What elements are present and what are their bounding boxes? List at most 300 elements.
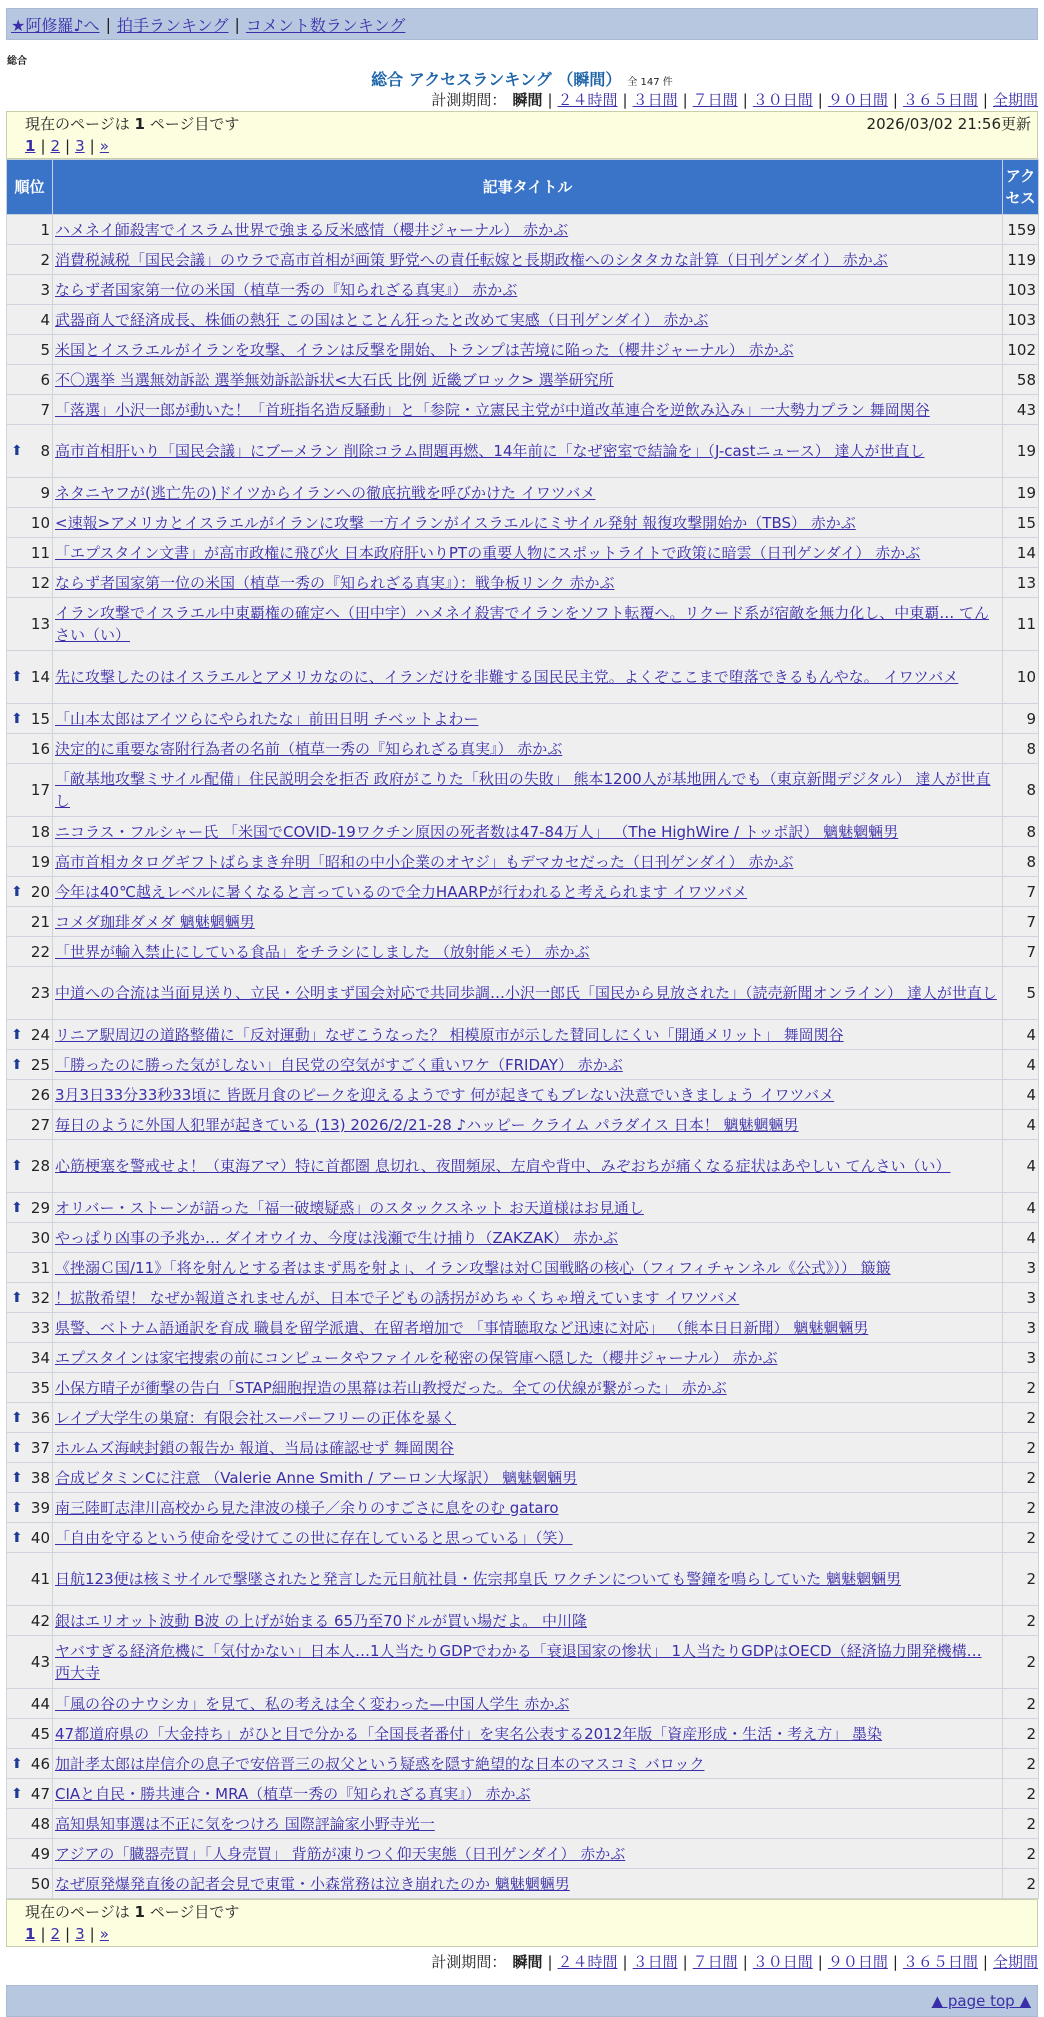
rank-number: 17 — [30, 781, 50, 799]
period-link[interactable]: 全期間 — [992, 1953, 1038, 1971]
table-row — [7, 764, 1039, 817]
article-link[interactable]: ヤバすぎる経済危機に「気付かない」日本人…1人当たりGDPでわかる「衰退国家の惨状」 1人当たりGDPはOECD（経済協力開発機構… 西大寺 — [55, 1642, 982, 1682]
access-count: 8 — [1003, 847, 1039, 877]
article-link[interactable]: 日航123便は核ミサイルで撃墜されたと発言した元日航社員・佐宗邦皇氏 ワクチンについても警鐘を鳴らしていた 魑魅魍魎男 — [55, 1570, 902, 1588]
rank-number: 37 — [30, 1438, 50, 1457]
rank-cell — [7, 847, 53, 877]
title-cell — [53, 1373, 1003, 1403]
pager-separator: | — [65, 137, 71, 155]
period-link[interactable]: ３０日間 — [752, 91, 813, 109]
rank-number: 10 — [30, 513, 50, 532]
article-link[interactable]: 心筋梗塞を警戒せよ！（東海アマ）特に首都圏 息切れ、夜間頻尿、左肩や背中、みぞおちが痛くなる症状はあやしい てんさい（い） — [55, 1157, 951, 1175]
pager-current-page: 1 — [134, 1903, 145, 1921]
rank-number: 43 — [30, 1653, 50, 1671]
title-cell — [53, 1493, 1003, 1523]
table-row — [7, 305, 1039, 335]
article-link[interactable]: 「世界が輸入禁止にしている食品」をチラシにしました （放射能メモ） 赤かぶ — [55, 942, 590, 961]
up-arrow-icon: ⬆ — [11, 1529, 23, 1546]
article-link[interactable]: 3月3日33分33秒33頃に 皆既月食のピークを迎えるようです 何が起きてもブレない決意でいきましょう イワツバメ — [55, 1085, 835, 1104]
up-arrow-icon: ⬆ — [11, 1026, 23, 1043]
rank-cell — [7, 734, 53, 764]
rank-cell — [7, 1080, 53, 1110]
rank-cell — [7, 1283, 53, 1313]
access-count: 3 — [1003, 1283, 1039, 1313]
access-count: 119 — [1003, 245, 1039, 275]
table-row — [7, 1140, 1039, 1193]
rank-cell — [7, 1493, 53, 1523]
table-row — [7, 1809, 1039, 1839]
article-link[interactable]: やっぱり凶事の予兆か… ダイオウイカ、今度は浅瀬で生け捕り（ZAKZAK） 赤かぶ — [55, 1228, 619, 1247]
access-count: 2 — [1003, 1433, 1039, 1463]
table-row — [7, 1719, 1039, 1749]
table-row — [7, 1869, 1039, 1899]
table-row — [7, 817, 1039, 847]
access-count: 8 — [1003, 764, 1039, 817]
page-title-row — [6, 67, 1038, 89]
rank-number: 3 — [40, 280, 50, 299]
rank-number: 49 — [30, 1844, 50, 1863]
rank-number: 38 — [30, 1468, 50, 1487]
table-row — [7, 907, 1039, 937]
period-separator: | — [817, 91, 823, 109]
article-link[interactable]: ニコラス・フルシャー氏 「米国でCOVID-19ワクチン原因の死者数は47-84万人」 （The HighWire / トッポ訳） 魑魅魍魎男 — [55, 822, 899, 841]
period-separator: | — [817, 1953, 823, 1971]
pager-suffix: ページ目です — [149, 1903, 240, 1921]
period-link[interactable]: ３日間 — [632, 1953, 678, 1971]
table-row — [7, 1020, 1039, 1050]
pager-separator: | — [40, 1925, 46, 1943]
article-link[interactable]: コメダ珈琲ダメダ 魑魅魍魎男 — [55, 912, 255, 931]
nav-link-asyura[interactable]: ★阿修羅♪へ — [11, 15, 100, 35]
table-row — [7, 538, 1039, 568]
rank-cell — [7, 1839, 53, 1869]
rank-cell — [7, 508, 53, 538]
period-link[interactable]: ３日間 — [632, 91, 678, 109]
table-row — [7, 1636, 1039, 1689]
article-link[interactable]: ホルムズ海峡封鎖の報告か 報道、当局は確認せず 舞岡関谷 — [55, 1438, 454, 1457]
article-link[interactable]: 中道への合流は当面見送り、立民・公明まず国会対応で共同歩調…小沢一郎氏「国民から見放された」（読売新聞オンライン） 達人が世直し — [55, 984, 997, 1002]
nav-link-comment-ranking[interactable]: コメント数ランキング — [245, 15, 406, 35]
rank-cell — [7, 598, 53, 651]
table-row — [7, 245, 1039, 275]
title-cell — [53, 245, 1003, 275]
table-row — [7, 651, 1039, 704]
article-link[interactable]: 米国とイスラエルがイランを攻撃、イランは反撃を開始、トランプは苦境に陥った（櫻井ジャーナル） 赤かぶ — [55, 340, 794, 359]
title-cell — [53, 877, 1003, 907]
rank-number: 20 — [30, 882, 50, 901]
article-link[interactable]: 高知県知事選は不正に気をつけろ 国際評論家小野寺光一 — [55, 1814, 435, 1833]
rank-cell — [7, 1689, 53, 1719]
access-count: 58 — [1003, 365, 1039, 395]
rank-cell — [7, 1193, 53, 1223]
access-count: 2 — [1003, 1689, 1039, 1719]
title-cell — [53, 1869, 1003, 1899]
pager-status-line — [25, 1901, 1031, 1923]
access-count: 13 — [1003, 568, 1039, 598]
title-cell — [53, 508, 1003, 538]
article-link[interactable]: 不〇選挙 当選無効訴訟 選挙無効訴訟訴状<大石氏 比例 近畿ブロック> 選挙研究所 — [55, 370, 614, 389]
rank-cell — [7, 215, 53, 245]
up-arrow-icon: ⬆ — [11, 1439, 23, 1456]
access-count: 10 — [1003, 651, 1039, 704]
table-row — [7, 937, 1039, 967]
pager-separator: | — [89, 137, 95, 155]
access-count: 2 — [1003, 1403, 1039, 1433]
page-top-link[interactable]: ▲ page top ▲ — [931, 1992, 1031, 2010]
article-link[interactable]: 高市首相肝いり「国民会議」にブーメラン 削除コラム問題再燃、14年前に「なぜ密室で結論を」（J-castニュース） 達人が世直し — [55, 442, 925, 460]
period-separator: | — [622, 91, 628, 109]
table-row — [7, 275, 1039, 305]
column-header-rank: 順位 — [7, 160, 53, 215]
access-count: 2 — [1003, 1719, 1039, 1749]
article-link[interactable]: 合成ビタミンCに注意 （Valerie Anne Smith / アーロン大塚訳） 魑魅魍魎男 — [55, 1468, 578, 1487]
period-link[interactable]: ７日間 — [692, 1953, 738, 1971]
period-separator: | — [742, 1953, 748, 1971]
article-link[interactable]: 「自由を守るという使命を受けてこの世に存在していると思っている」（笑） — [55, 1528, 573, 1547]
article-link[interactable]: <速報>アメリカとイスラエルがイランに攻撃 一方イランがイスラエルにミサイル発射 報復攻撃開始か（TBS） 赤かぶ — [55, 513, 856, 532]
rank-cell — [7, 937, 53, 967]
article-link[interactable]: 南三陸町志津川高校から見た津波の様子／余りのすごさに息をのむ gataro — [55, 1498, 559, 1517]
period-link[interactable]: ９０日間 — [827, 91, 888, 109]
up-arrow-icon: ⬆ — [11, 1469, 23, 1486]
article-link[interactable]: イラン攻撃でイスラエル中東覇権の確定へ（田中宇）ハメネイ殺害でイランをソフト転覆へ。リクード系が宿敵を無力化し、中東覇… てんさい（い） — [55, 604, 990, 644]
title-cell — [53, 1193, 1003, 1223]
table-row — [7, 1606, 1039, 1636]
rank-number: 9 — [40, 483, 50, 502]
rank-number: 25 — [30, 1055, 50, 1074]
period-link[interactable]: ７日間 — [692, 91, 738, 109]
table-row — [7, 704, 1039, 734]
period-link[interactable]: ２４時間 — [557, 1953, 618, 1971]
rank-number: 7 — [40, 400, 50, 419]
article-link[interactable]: エプスタインは家宅捜索の前にコンピュータやファイルを秘密の保管庫へ隠した（櫻井ジャーナル） 赤かぶ — [55, 1348, 778, 1367]
period-link[interactable]: 全期間 — [992, 91, 1038, 109]
access-count: 8 — [1003, 817, 1039, 847]
up-arrow-icon: ⬆ — [11, 1785, 23, 1802]
pager-page-link[interactable]: 3 — [75, 1925, 85, 1943]
title-cell — [53, 764, 1003, 817]
access-count: 2 — [1003, 1839, 1039, 1869]
up-arrow-icon: ⬆ — [11, 710, 23, 727]
table-row — [7, 1463, 1039, 1493]
rank-cell — [7, 1809, 53, 1839]
period-separator: | — [892, 91, 898, 109]
period-link[interactable]: ３０日間 — [752, 1953, 813, 1971]
article-link[interactable]: 47都道府県の「大金持ち」がひと目で分かる「全国長者番付」を実名公表する2012年版「資産形成・生活・考え方」 墨染 — [55, 1724, 883, 1743]
rank-cell — [7, 967, 53, 1020]
up-arrow-icon: ⬆ — [11, 1499, 23, 1516]
pager-box — [6, 111, 1038, 159]
article-link[interactable]: ハメネイ師殺害でイスラム世界で強まる反米感情（櫻井ジャーナル） 赤かぶ — [55, 220, 569, 239]
table-row — [7, 1253, 1039, 1283]
rank-number: 4 — [40, 310, 50, 329]
rank-cell — [7, 1140, 53, 1193]
article-link[interactable]: 先に攻撃したのはイスラエルとアメリカなのに、イランだけを非難する国民民主党。よくぞここまで堕落できるもんやな。 イワツバメ — [55, 668, 959, 686]
rank-cell — [7, 704, 53, 734]
table-row — [7, 734, 1039, 764]
pager-page-link[interactable]: 1 — [25, 1925, 36, 1943]
title-cell — [53, 1523, 1003, 1553]
access-count: 4 — [1003, 1050, 1039, 1080]
table-row — [7, 1433, 1039, 1463]
table-row — [7, 1193, 1039, 1223]
pager-page-link[interactable]: 3 — [75, 137, 85, 155]
pager-prefix: 現在のページは — [25, 1903, 130, 1921]
access-count: 159 — [1003, 215, 1039, 245]
access-count: 103 — [1003, 305, 1039, 335]
article-link[interactable]: 「山本太郎はアイツらにやられたな」前田日明 チベットよわー — [55, 709, 479, 728]
article-link[interactable]: 「エプスタイン文書」が高市政権に飛び火 日本政府肝いりPTの重要人物にスポットライトで政策に暗雲（日刊ゲンダイ） 赤かぶ — [55, 543, 921, 562]
access-count: 2 — [1003, 1779, 1039, 1809]
rank-number: 18 — [30, 822, 50, 841]
title-cell — [53, 1719, 1003, 1749]
period-separator: | — [982, 1953, 988, 1971]
updated-timestamp: 2026/03/02 21:56更新 — [866, 115, 1031, 133]
rank-cell — [7, 245, 53, 275]
rank-cell — [7, 538, 53, 568]
rank-number: 32 — [30, 1288, 50, 1307]
period-link[interactable]: ３６５日間 — [902, 1953, 978, 1971]
table-row — [7, 598, 1039, 651]
access-count: 7 — [1003, 877, 1039, 907]
article-link[interactable]: レイプ大学生の巣窟：有限会社スーパーフリーの正体を暴く — [55, 1408, 456, 1427]
title-cell — [53, 937, 1003, 967]
access-count: 4 — [1003, 1193, 1039, 1223]
table-row — [7, 478, 1039, 508]
table-row — [7, 1343, 1039, 1373]
title-cell — [53, 1433, 1003, 1463]
article-link[interactable]: オリバー・ストーンが語った「福一破壊疑惑」のスタックスネット お天道様はお見通し — [55, 1198, 644, 1217]
article-link[interactable]: ならず者国家第一位の米国（植草一秀の『知られざる真実』）：戦争板リンク 赤かぶ — [55, 573, 615, 592]
access-count: 4 — [1003, 1020, 1039, 1050]
title-cell — [53, 1283, 1003, 1313]
pager-prefix: 現在のページは — [25, 115, 130, 133]
period-link[interactable]: ２４時間 — [557, 91, 618, 109]
access-count: 15 — [1003, 508, 1039, 538]
access-count: 7 — [1003, 937, 1039, 967]
article-link[interactable]: 小保方晴子が衝撃の告白「STAP細胞捏造の黒幕は若山教授だった。全ての伏線が繋がった」 赤かぶ — [55, 1378, 727, 1397]
access-count: 2 — [1003, 1493, 1039, 1523]
rank-cell — [7, 478, 53, 508]
table-row — [7, 508, 1039, 538]
table-row — [7, 1223, 1039, 1253]
rank-number: 45 — [30, 1724, 50, 1743]
rank-number: 30 — [30, 1228, 50, 1247]
table-row — [7, 877, 1039, 907]
article-link[interactable]: 「敵基地攻撃ミサイル配備」住民説明会を拒否 政府がこりた「秋田の失敗」 熊本1200人が基地囲んでも（東京新聞デジタル） 達人が世直し — [55, 770, 991, 810]
title-cell — [53, 1140, 1003, 1193]
pager-links — [25, 1923, 1031, 1945]
article-link[interactable]: ！拡散希望！ なぜか報道されませんが、日本で子どもの誘拐がめちゃくちゃ増えています イワツバメ — [55, 1288, 740, 1307]
pager-status — [25, 113, 239, 135]
title-cell — [53, 704, 1003, 734]
pager-separator: | — [89, 1925, 95, 1943]
period-current: 瞬間 — [512, 91, 543, 109]
title-cell — [53, 335, 1003, 365]
pager-separator: | — [40, 137, 46, 155]
rank-number: 34 — [30, 1348, 50, 1367]
period-separator: | — [892, 1953, 898, 1971]
rank-number: 27 — [30, 1115, 50, 1134]
article-link[interactable]: 決定的に重要な寄附行為者の名前（植草一秀の『知られざる真実』） 赤かぶ — [55, 739, 563, 758]
page-title: 総合 アクセスランキング （瞬間） — [371, 70, 622, 89]
rank-number: 19 — [30, 852, 50, 871]
rank-cell — [7, 907, 53, 937]
period-separator: | — [682, 91, 688, 109]
pager-page-link[interactable]: 2 — [50, 137, 61, 155]
rank-number: 39 — [30, 1498, 50, 1517]
article-link[interactable]: CIAと自民・勝共連合・MRA（植草一秀の『知られざる真実』） 赤かぶ — [55, 1784, 531, 1803]
access-count: 3 — [1003, 1343, 1039, 1373]
pager-page-link[interactable]: 2 — [50, 1925, 61, 1943]
period-separator: | — [547, 1953, 553, 1971]
rank-number: 11 — [30, 543, 50, 562]
article-link[interactable]: アジアの「臓器売買」「人身売買」 背筋が凍りつく仰天実態（日刊ゲンダイ） 赤かぶ — [55, 1844, 626, 1863]
article-link[interactable]: 県警、ベトナム語通訳を育成 職員を留学派遣、在留者増加で 「事情聴取など迅速に対応」 （熊本日日新聞） 魑魅魍魎男 — [55, 1318, 869, 1337]
access-count: 2 — [1003, 1809, 1039, 1839]
title-cell — [53, 1463, 1003, 1493]
title-cell — [53, 907, 1003, 937]
rank-cell — [7, 1020, 53, 1050]
title-cell — [53, 651, 1003, 704]
rank-number: 8 — [40, 442, 50, 460]
access-count: 2 — [1003, 1749, 1039, 1779]
table-row — [7, 1749, 1039, 1779]
title-cell — [53, 1313, 1003, 1343]
table-row — [7, 395, 1039, 425]
title-cell — [53, 1689, 1003, 1719]
title-cell — [53, 1606, 1003, 1636]
up-arrow-icon: ⬆ — [11, 883, 23, 900]
access-count: 2 — [1003, 1869, 1039, 1899]
pager-separator: | — [65, 1925, 71, 1943]
rank-number: 33 — [30, 1318, 50, 1337]
period-separator: | — [622, 1953, 628, 1971]
access-count: 5 — [1003, 967, 1039, 1020]
footer-bar — [6, 1985, 1038, 2017]
article-link[interactable]: ならず者国家第一位の米国（植草一秀の『知られざる真実』） 赤かぶ — [55, 280, 518, 299]
up-arrow-icon: ⬆ — [11, 1289, 23, 1306]
title-cell — [53, 734, 1003, 764]
rank-number: 46 — [30, 1754, 50, 1773]
period-label: 計測期間： — [431, 91, 507, 109]
pager-next-link[interactable]: » — [99, 1925, 109, 1943]
rank-number: 44 — [30, 1694, 50, 1713]
article-link[interactable]: 銀はエリオット波動 B波 の上げが始まる 65乃至70ドルが買い場だよ。 中川隆 — [55, 1611, 587, 1630]
rank-number: 15 — [30, 709, 50, 728]
access-count: 9 — [1003, 704, 1039, 734]
table-row — [7, 215, 1039, 245]
article-link[interactable]: リニア駅周辺の道路整備に「反対運動」なぜこうなった？ 相模原市が示した賛同しにくい「開通メリット」 舞岡関谷 — [55, 1025, 844, 1044]
access-count: 2 — [1003, 1463, 1039, 1493]
article-link[interactable]: なぜ原発爆発直後の記者会見で東電・小森常務は泣き崩れたのか 魑魅魍魎男 — [55, 1874, 570, 1893]
rank-cell — [7, 1253, 53, 1283]
rank-cell — [7, 651, 53, 704]
rank-cell — [7, 425, 53, 478]
access-count: 14 — [1003, 538, 1039, 568]
article-link[interactable]: 武器商人で経済成長、株価の熱狂 この国はとことん狂ったと改めて実感（日刊ゲンダイ） 赤かぶ — [55, 310, 709, 329]
pager-status — [25, 1901, 239, 1923]
article-link[interactable]: ネタニヤフが(逃亡先の)ドイツからイランへの徹底抗戦を呼びかけた イワツバメ — [55, 483, 596, 502]
table-row — [7, 1110, 1039, 1140]
title-cell — [53, 215, 1003, 245]
article-link[interactable]: 「風の谷のナウシカ」を見て、私の考えは全く変わった—中国人学生 赤かぶ — [55, 1694, 570, 1713]
period-separator: | — [547, 91, 553, 109]
nav-link-clap-ranking[interactable]: 拍手ランキング — [116, 15, 229, 35]
rank-number: 28 — [30, 1157, 50, 1175]
article-link[interactable]: 今年は40℃越えレベルに暑くなると言っているので全力HAARPが行われると考えられます イワツバメ — [55, 882, 748, 901]
title-cell — [53, 1110, 1003, 1140]
title-cell — [53, 425, 1003, 478]
article-link[interactable]: 加計孝太郎は岸信介の息子で安倍晋三の叔父という疑惑を隠す絶望的な日本のマスコミ バロック — [55, 1754, 705, 1773]
rank-number: 22 — [30, 942, 50, 961]
table-row — [7, 365, 1039, 395]
access-count: 43 — [1003, 395, 1039, 425]
title-cell — [53, 1080, 1003, 1110]
table-row — [7, 967, 1039, 1020]
article-link[interactable]: 消費税減税「国民会議」のウラで高市首相が画策 野党への責任転嫁と長期政権へのシタタカな計算（日刊ゲンダイ） 赤かぶ — [55, 250, 888, 269]
access-count: 2 — [1003, 1373, 1039, 1403]
title-cell — [53, 1403, 1003, 1433]
access-count: 2 — [1003, 1523, 1039, 1553]
article-link[interactable]: 高市首相カタログギフトばらまき弁明「昭和の中小企業のオヤジ」もデマカセだった（日刊ゲンダイ） 赤かぶ — [55, 852, 794, 871]
rank-cell — [7, 1553, 53, 1606]
access-count: 19 — [1003, 478, 1039, 508]
access-count: 2 — [1003, 1606, 1039, 1636]
rank-cell — [7, 1869, 53, 1899]
pager-page-link[interactable]: 1 — [25, 137, 36, 155]
rank-cell — [7, 395, 53, 425]
table-row — [7, 1553, 1039, 1606]
up-arrow-icon: ⬆ — [11, 1158, 23, 1174]
article-link[interactable]: 毎日のように外国人犯罪が起きている (13) 2026/2/21-28 ♪ハッピー クライム パラダイス 日本！ 魑魅魍魎男 — [55, 1115, 799, 1134]
period-link[interactable]: ９０日間 — [827, 1953, 888, 1971]
access-count: 7 — [1003, 907, 1039, 937]
title-cell — [53, 478, 1003, 508]
rank-number: 48 — [30, 1814, 50, 1833]
title-cell — [53, 1020, 1003, 1050]
pager-suffix: ページ目です — [149, 115, 240, 133]
article-link[interactable]: 《挫溺Ｃ国/11》「将を射んとする者はまず馬を射よ」、イラン攻撃は対Ｃ国戦略の核心（フィフィチャンネル《公式》）） 簸簸 — [55, 1258, 891, 1277]
nav-separator: | — [105, 14, 111, 34]
article-link[interactable]: 「落選」小沢一郎が動いた！「首班指名造反騒動」と「参院・立憲民主党が中道改革連合を逆飲み込み」一大勢力プラン 舞岡関谷 — [55, 400, 930, 419]
title-cell — [53, 1636, 1003, 1689]
rank-number: 47 — [30, 1784, 50, 1803]
pager-next-link[interactable]: » — [99, 137, 109, 155]
title-cell — [53, 1050, 1003, 1080]
period-link[interactable]: ３６５日間 — [902, 91, 978, 109]
table-row — [7, 1403, 1039, 1433]
rank-cell — [7, 1433, 53, 1463]
title-cell — [53, 1253, 1003, 1283]
rank-cell — [7, 1749, 53, 1779]
rank-cell — [7, 1313, 53, 1343]
rank-number: 26 — [30, 1085, 50, 1104]
title-cell — [53, 275, 1003, 305]
up-arrow-icon: ⬆ — [11, 669, 23, 685]
rank-cell — [7, 817, 53, 847]
pager-links — [25, 135, 1031, 157]
title-cell — [53, 305, 1003, 335]
title-cell — [53, 538, 1003, 568]
table-row — [7, 335, 1039, 365]
table-row — [7, 1050, 1039, 1080]
rank-number: 13 — [30, 615, 50, 633]
rank-cell — [7, 1463, 53, 1493]
rank-number: 23 — [30, 984, 50, 1002]
article-link[interactable]: 「勝ったのに勝った気がしない」自民党の空気がすごく重いワケ（FRIDAY） 赤かぶ — [55, 1055, 623, 1074]
rank-cell — [7, 1373, 53, 1403]
